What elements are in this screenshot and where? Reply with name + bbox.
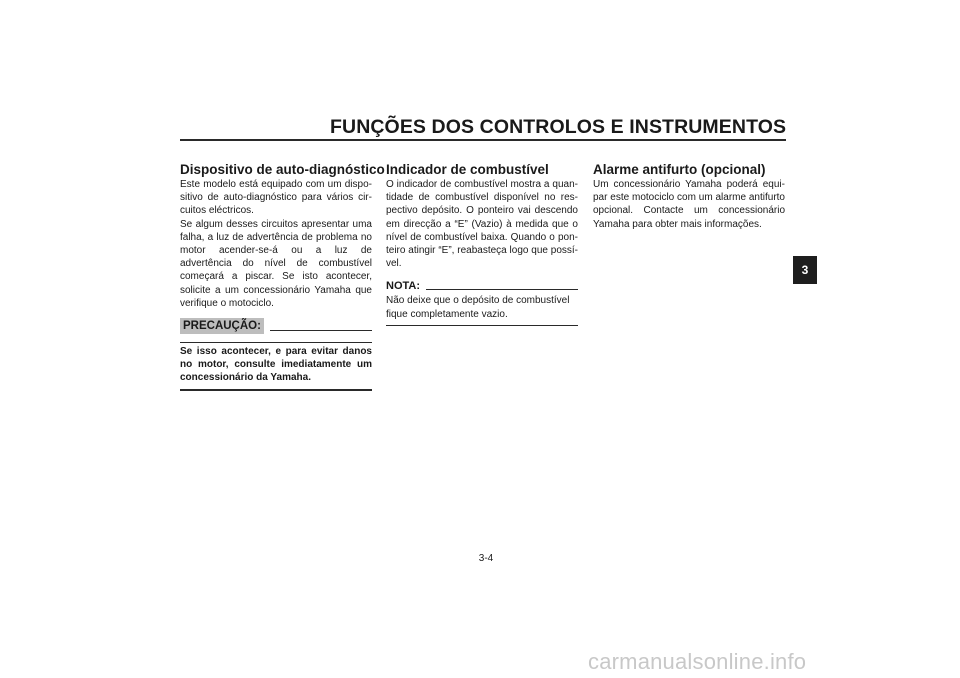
note-label-line	[426, 289, 578, 290]
section-self-diagnosis	[180, 162, 385, 391]
header-rule	[180, 139, 786, 141]
section-heading: Alarme antifurto (opcional)	[593, 162, 766, 177]
page-number: 3-4	[478, 553, 494, 564]
note-text: Não deixe que o depósito de combustível fique completamente vazio.	[386, 295, 570, 320]
section-heading: Indicador de combustível	[386, 162, 549, 177]
section-fuel-indicator	[386, 162, 578, 326]
caution-bottom-rule	[180, 389, 372, 391]
caution-label-line	[270, 330, 372, 331]
page-title: FUNÇÕES DOS CONTROLOS E INSTRUMENTOS	[330, 116, 787, 138]
chapter-tab: 3	[793, 256, 817, 284]
caution-header	[180, 318, 372, 334]
watermark: carmanualsonline.info	[588, 649, 807, 674]
note-bottom-rule	[386, 325, 578, 326]
caution-text: Se isso acontecer, e para evitar danos no motor, consulte imediatamente um concessionário da Yamaha.	[180, 346, 372, 384]
section-anti-theft	[593, 162, 785, 231]
note-label: NOTA:	[386, 280, 421, 293]
body-paragraph: O indicador de combustível mostra a quantidade de combustível disponível no respectivo depósito. O ponteiro vai descendo em direcção a “E” (Vazio) à medida que o nível de combustível baixa. Quando o ponteiro atingir “E”, reabasteça logo que possível.	[386, 179, 578, 270]
note-header	[386, 280, 578, 293]
section-heading: Dispositivo de auto-diagnóstico	[180, 162, 385, 177]
caution-label: PRECAUÇÃO:	[180, 318, 264, 334]
body-paragraph: Este modelo está equipado com um dispositivo de auto-diagnóstico para vários circuitos eléctricos.	[180, 179, 372, 217]
body-paragraph: Se algum desses circuitos apresentar uma falha, a luz de advertência de problema no motor acender-se-á ou a luz de advertência do nível de combustível começará a piscar. Se isto acontecer, solicite a um concessionário Yamaha que verifique o motociclo.	[180, 218, 372, 309]
body-paragraph: Um concessionário Yamaha poderá equipar este motociclo com um alarme antifurto opcional. Contacte um concessionário Yamaha para obter mais informações.	[593, 179, 785, 230]
caution-top-rule	[180, 342, 372, 343]
